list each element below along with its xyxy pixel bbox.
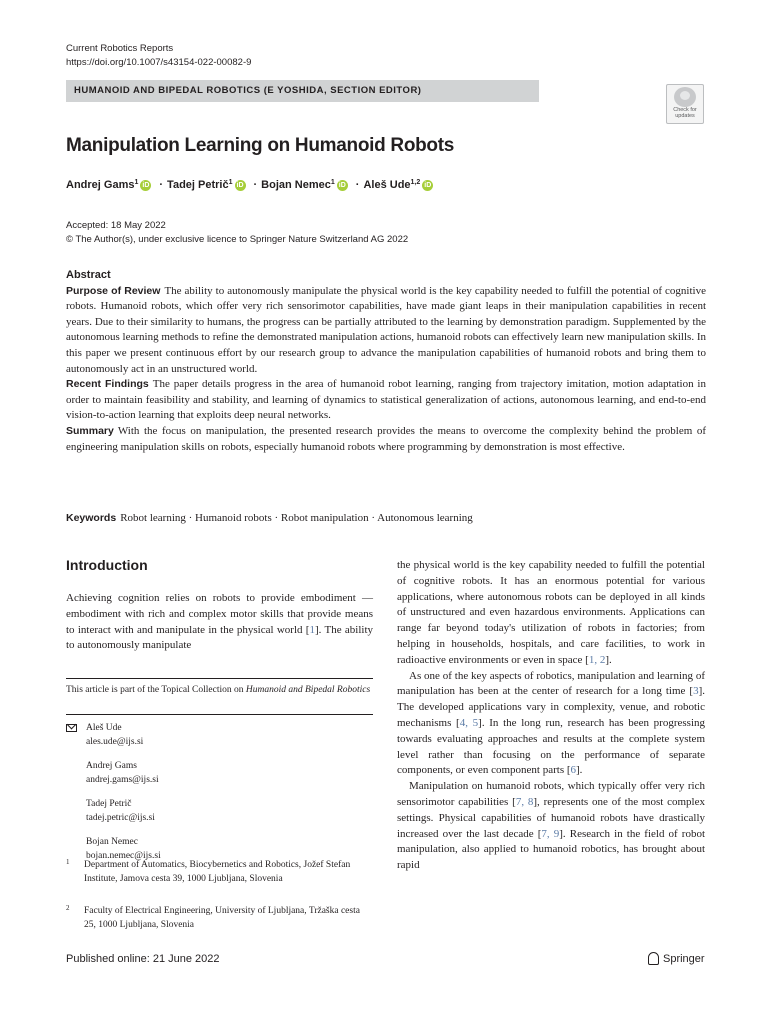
contact-email[interactable]: tadej.petric@ijs.si <box>86 813 155 823</box>
summary-label: Summary <box>66 424 114 437</box>
summary-text: With the focus on manipulation, the presented research provides the means to overcome the complexity behind the problem of engineering manipulation skills on robots, especially humanoid robots where programming by demonstration is most effective. <box>66 424 706 453</box>
citation-link[interactable]: 7, 8 <box>515 795 534 808</box>
doi-link[interactable]: https://doi.org/10.1007/s43154-022-00082-9 <box>66 57 252 68</box>
keywords-text: Robot learning · Humanoid robots · Robot manipulation · Autonomous learning <box>120 512 473 524</box>
text-run: ]. <box>605 653 612 666</box>
citation-link[interactable]: 7, 9 <box>541 827 560 840</box>
right-column-text <box>397 558 705 874</box>
affiliation <box>66 904 366 932</box>
publisher-logo <box>648 952 705 965</box>
journal-name: Current Robotics Reports <box>66 43 174 54</box>
left-column-text <box>66 591 373 654</box>
affiliation-text: Faculty of Electrical Engineering, University of Ljubljana, Tržaška cesta 25, 1000 Ljubljana, Slovenia <box>84 906 360 930</box>
citation-link[interactable]: 6 <box>570 764 577 777</box>
author-affiliation-sup: 1 <box>134 178 139 186</box>
check-for-updates-badge[interactable] <box>666 84 704 124</box>
author-name[interactable]: Andrej Gams <box>66 179 135 191</box>
purpose-text: The ability to autonomously manipulate the physical world is the key capability needed to fulfill the potential of cognitive robots. Humanoid robots, which offer very rich sensorimotor capabilities, have made giant leaps in their manipulation capabilities in recent years. Due to their similarity to humans, the progress can be partially attributed to the learning by demonstration paradigm. Supplemented by the autonomous learning methods to refine the demonstrated manipulation actions, humanoid robots can effectively learn new manipulation skills. In this paper we present continuous effort by our research group to advance the manipulation capabilities of humanoid robots and bring them to autonomously act in an unstructured world. <box>66 284 706 375</box>
text-run: ]. The developed applications vary in complexity, venue, and robotic mechanisms [ <box>397 685 705 729</box>
keywords-label: Keywords <box>66 512 117 524</box>
text-run: As one of the key aspects of robotics, manipulation and learning of manipulation has been at the center of research for a long time [ <box>397 669 705 698</box>
author-list <box>66 179 437 191</box>
affiliation-number: 2 <box>66 904 70 912</box>
text-run: Manipulation on humanoid robots, which typically offer very rich sensorimotor capabilities [ <box>397 780 705 808</box>
keywords <box>66 512 473 524</box>
paragraph <box>397 558 705 669</box>
author-name[interactable]: Bojan Nemec <box>261 179 331 191</box>
author-contacts <box>66 721 161 873</box>
orcid-icon[interactable]: iD <box>236 181 244 189</box>
citation-link[interactable]: 1, 2 <box>588 653 606 666</box>
springer-horse-icon <box>648 952 659 965</box>
envelope-icon <box>66 724 77 732</box>
author-affiliation-sup: 1 <box>228 178 233 186</box>
abstract-heading: Abstract <box>66 269 111 281</box>
text-run: Achieving cognition relies on robots to provide embodiment — embodiment with rich and complex motor skills that provide means to interact with and manipulate in the physical world [ <box>66 592 373 636</box>
author-name[interactable]: Tadej Petrič <box>167 179 229 191</box>
contact-name: Bojan Nemec <box>86 837 138 847</box>
affiliation-number: 1 <box>66 858 70 866</box>
paragraph <box>66 591 373 654</box>
affiliation-text: Department of Automatics, Biocybernetics and Robotics, Jožef Stefan Institute, Jamova cesta 39, 1000 Ljubljana, Slovenia <box>84 860 351 884</box>
author-affiliation-sup: 1,2 <box>410 178 421 186</box>
abstract-findings <box>66 377 706 424</box>
journal-header <box>66 42 251 70</box>
article-title: Manipulation Learning on Humanoid Robots <box>66 135 455 156</box>
orcid-icon[interactable]: iD <box>338 181 346 189</box>
topical-collection-name: Humanoid and Bipedal Robotics <box>245 685 371 695</box>
findings-label: Recent Findings <box>66 378 149 391</box>
contact-email[interactable]: andrej.gams@ijs.si <box>86 775 159 785</box>
topical-prefix: This article is part of the Topical Collection on <box>66 685 246 695</box>
contact-name: Tadej Petrič <box>86 799 132 809</box>
orcid-icon[interactable]: iD <box>424 181 432 189</box>
contact-name: Andrej Gams <box>86 761 137 771</box>
contact-entry <box>66 797 161 825</box>
paragraph <box>397 779 705 874</box>
abstract <box>66 268 706 455</box>
section-heading-introduction: Introduction <box>66 557 148 573</box>
abstract-purpose <box>66 284 706 378</box>
findings-text: The paper details progress in the area of humanoid robot learning, ranging from trajectory imitation, motion adaptation in order to maintain feasibility and stability, and learning of dynamics to statistical generalization of actions, autonomous learning, and end-to-end vision-to-action learning that exploits deep neural networks. <box>66 378 706 422</box>
author-affiliation-sup: 1 <box>330 178 335 186</box>
paragraph <box>397 669 705 780</box>
article-dates <box>66 219 408 247</box>
topical-collection-note <box>66 678 373 697</box>
author-name[interactable]: Aleš Ude <box>363 179 411 191</box>
author-separator: · <box>159 179 164 191</box>
abstract-summary <box>66 424 706 455</box>
contact-entry <box>66 721 161 749</box>
divider <box>66 714 373 715</box>
text-run: ]. Research in the field of robot manipulation, also applied to humanoid robotics, has brought about rapid <box>397 827 706 872</box>
author-separator: · <box>355 179 360 191</box>
accepted-date: Accepted: 18 May 2022 <box>66 220 166 231</box>
citation-link[interactable]: 4, 5 <box>459 716 479 729</box>
text-run: ]. <box>576 764 583 777</box>
contact-name: Aleš Ude <box>86 723 122 733</box>
citation-link[interactable]: 3 <box>693 685 699 698</box>
contact-entry <box>66 759 161 787</box>
check-updates-label: Check for updates <box>673 107 697 119</box>
publisher-name: Springer <box>663 952 705 965</box>
contact-email[interactable]: ales.ude@ijs.si <box>86 737 144 747</box>
text-run: the physical world is the key capability needed to fulfill the potential of cognitive robots. It has an enormous potential for various applications, where autonomous robots can be deployed in all kinds of unstructured and even hazardous environments. Applications can range far beyond today's utilization of robots in factories; from helping in households, hospitals, and care facilities, to work in radioactive environments or even in space [ <box>397 559 705 666</box>
text-run: ]. In the long run, research has been progressing towards evaluating approaches and results at the complete system level rather than focusing on the performance of separate components, or even component parts [ <box>397 716 706 777</box>
author-separator: · <box>253 179 258 191</box>
contact-email[interactable]: bojan.nemec@ijs.si <box>86 851 161 861</box>
text-run: ]. The ability to autonomously manipulate <box>66 623 373 652</box>
check-updates-icon <box>674 87 696 107</box>
text-run: ], represents one of the most complex settings. Physical capabilities of humanoid robots have drastically increased over the last decade [ <box>397 795 705 840</box>
published-online-date: Published online: 21 June 2022 <box>66 953 220 965</box>
purpose-label: Purpose of Review <box>66 284 161 297</box>
orcid-icon[interactable]: iD <box>142 181 150 189</box>
citation-link[interactable]: 1 <box>309 623 315 636</box>
section-banner: HUMANOID AND BIPEDAL ROBOTICS (E YOSHIDA, SECTION EDITOR) <box>66 80 539 102</box>
affiliation <box>66 858 366 886</box>
copyright-notice: © The Author(s), under exclusive licence to Springer Nature Switzerland AG 2022 <box>66 234 409 245</box>
